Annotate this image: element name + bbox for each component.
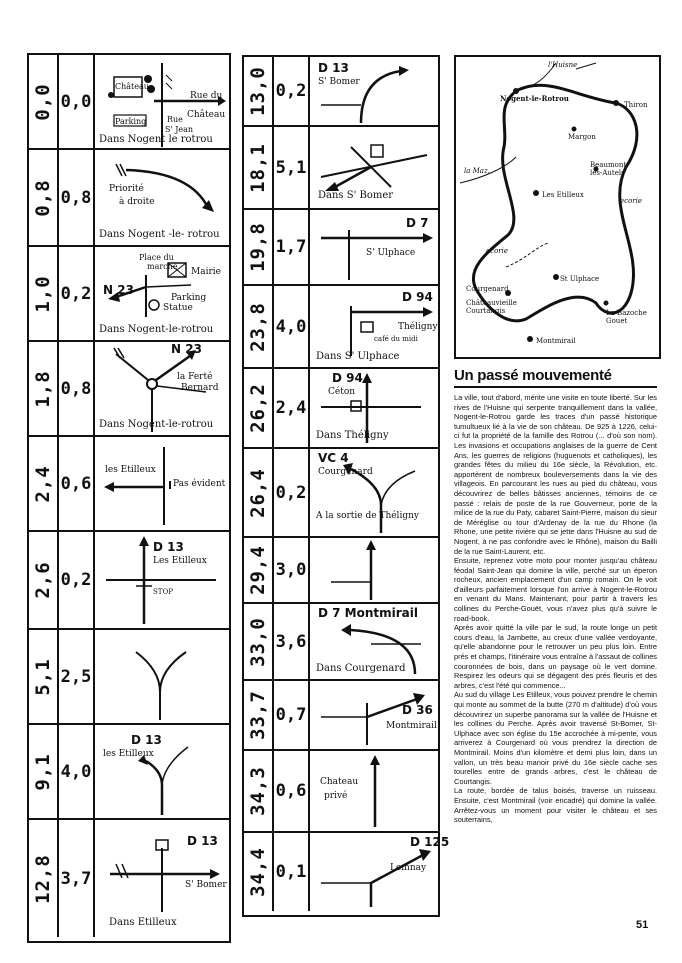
partial-distance: 4,0: [59, 725, 95, 818]
cumulative-distance: 26,4: [244, 449, 274, 536]
map-label: Beaumont-les-Autels: [590, 161, 629, 177]
direction-diagram: [310, 286, 438, 367]
fork-icon: [95, 630, 229, 723]
direction-label: Rue: [167, 115, 183, 124]
cumulative-distance: 0,0: [29, 55, 59, 148]
direction-diagram: [95, 55, 229, 148]
location-label: Dans Nogent-le-rotrou: [99, 419, 214, 430]
cumulative-distance: 2,6: [29, 532, 59, 628]
cumulative-distance: 12,8: [29, 820, 59, 937]
direction-label: Montmirail: [386, 721, 437, 731]
partial-distance: 5,1: [274, 127, 310, 208]
partial-distance: 0,0: [59, 55, 95, 148]
direction-label: les Etilleux: [103, 749, 154, 759]
direction-label: Bernard: [181, 383, 219, 393]
roadbook-step: [29, 342, 229, 437]
location-label: Dans S' Ulphace: [316, 351, 400, 362]
article-paragraph: La route, bordée de talus boisés, traverse un ruisseau. Ensuite, c'est Montmirail (voir encadré) qui domine la vallée. Arrêtez-vous un moment pour visiter le château et ses souterrains,: [454, 786, 657, 825]
map-label: St Ulphace: [560, 275, 600, 283]
partial-distance: 2,5: [59, 630, 95, 723]
direction-diagram: [95, 725, 229, 818]
partial-distance: 3,6: [274, 604, 310, 679]
roadbook-step: [244, 210, 438, 286]
instruction-label: Priorité: [109, 184, 144, 194]
road-number-label: D 125: [410, 835, 450, 849]
direction-diagram: [310, 369, 438, 447]
road-number-label: D 7 Montmirail: [318, 606, 418, 620]
map-label: la Maz.: [464, 167, 490, 175]
direction-diagram: [95, 342, 229, 435]
direction-diagram: [310, 833, 450, 911]
direction-label: Lemnay: [390, 863, 427, 873]
partial-distance: 0,8: [59, 342, 95, 435]
cumulative-distance: 18,1: [244, 127, 274, 208]
partial-distance: 3,7: [59, 820, 95, 937]
roadbook-step: [244, 604, 438, 681]
map-label: Margon: [568, 133, 596, 141]
partial-distance: 0,7: [274, 681, 310, 749]
article: [454, 367, 657, 825]
article-paragraph: La ville, tout d'abord, mérite une visite en toute liberté. Sur les rives de l'Huisne qui serpente tranquillement dans la vallée, Nogent-le-Rotrou garde les traces d'un passé historique tumultueux lié à la vie de son château. De 925 à 1226, celui-ci fut la propriété de la famille des Rotrou (... d'où son nom). Les invasions et occupations anglaises de la guerre de Cent Ans, les guerres de religions (huguenots et catholiques), les grandes fêtes du milieu du 16e siècle, la Révolution, etc. apportèrent de nombreux bouleversements dans la vie des villageois. En parcourant les rues au pied du château, vous découvrirez de belles bâtisses anciennes, témoins de ce passé : relais de poste de la rue Gouverneur, porte de la milice de la rue du Paty, cabaret Saint-Pierre, maison du sieur de Méréglise ou tour d'Ardenay de la rue du Rhone (la Rhone, une petite rivière qui se jette dans l'Huisne au sud de Nogent, à ne pas confondre avec le Rhône), maison du Bailli de la rue Saint-Laurent, etc.: [454, 393, 657, 556]
route-map: [454, 55, 661, 359]
direction-diagram: [95, 247, 229, 340]
cumulative-distance: 1,8: [29, 342, 59, 435]
article-paragraph: Au sud du village Les Etilleux, vous pouvez prendre le chemin qui monte au sommet de la butte (270 m d'altitude) d'où vous découvrirez un superbe panorama sur la vallée de l'Huisne et les collines du Perche. Après avoir traversé St-Bomer, St-Ulphace avec son église du 15e accrochée à mi-pente, vous arriverez à Courgenard où vous prendrez la direction de Montmirail. Moins d'un kilomètre et demi plus loin, dans un vallon, un très beau manoir privé du 16e siècle cache ses tourelles entre de grands arbres, c'est le château de Courtangis.: [454, 690, 657, 786]
cumulative-distance: 26,2: [244, 369, 274, 447]
partial-distance: 0,2: [59, 247, 95, 340]
article-title: Un passé mouvementé: [454, 367, 657, 388]
landmark-label: marché: [147, 262, 178, 271]
map-label: Thiron: [624, 101, 648, 109]
direction-diagram: [310, 449, 438, 536]
direction-diagram: [95, 820, 229, 937]
landmark-label: Place du: [139, 253, 174, 262]
landmark-label: Mairie: [191, 267, 221, 277]
landmark-label: Parking: [171, 293, 207, 303]
road-number-label: D 13: [187, 834, 218, 848]
roadbook-step: [29, 725, 229, 820]
road-number-label: D 94: [402, 290, 433, 304]
direction-diagram: [310, 751, 438, 831]
map-label: Nogent-le-Rotrou: [500, 94, 569, 103]
direction-label: Rue du: [190, 91, 223, 101]
cumulative-distance: 0,8: [29, 150, 59, 245]
partial-distance: 0,2: [274, 449, 310, 536]
article-paragraph: Après avoir quitté la ville par le sud, la route longe un petit cours d'eau, la Jambette, au creux d'une vallée verdoyante, qu'elle abandonne pour le retrouver un peu plus loin. Entre prés et champs, l'itinéraire vous entraîne à l'assaut de collines couronnées de bois, dans un paysage où le vert domine. Respirez les odeurs qui se dégagent des prés fleuris et des arbres, c'est l'été qui commence...: [454, 623, 657, 690]
direction-label: S' Bomer: [318, 77, 360, 87]
partial-distance: 4,0: [274, 286, 310, 367]
landmark-label: café du midi: [374, 335, 418, 343]
road-number-label: N 23: [171, 342, 202, 356]
partial-distance: 2,4: [274, 369, 310, 447]
cumulative-distance: 34,3: [244, 751, 274, 831]
direction-diagram: [95, 437, 229, 530]
page-number: 51: [636, 919, 649, 931]
map-label: Montmirail: [536, 337, 576, 345]
roadbook-step: [244, 833, 450, 911]
partial-distance: 1,7: [274, 210, 310, 284]
cumulative-distance: 1,0: [29, 247, 59, 340]
cumulative-distance: 23,8: [244, 286, 274, 367]
partial-distance: 0,2: [59, 532, 95, 628]
direction-label: Courgenard: [318, 467, 373, 477]
partial-distance: 3,0: [274, 538, 310, 602]
cumulative-distance: 34,4: [244, 833, 274, 911]
map-label: Courgenard: [466, 285, 509, 293]
direction-label: S' Jean: [165, 125, 194, 134]
road-number-label: D 7: [406, 216, 429, 230]
landmark-label: Chateau: [320, 777, 359, 787]
location-label: A la sortie de Théligny: [316, 511, 419, 521]
direction-diagram: [310, 604, 438, 679]
road-number-label: D 13: [131, 733, 162, 747]
roadbook-step: [244, 57, 438, 127]
cumulative-distance: 2,4: [29, 437, 59, 530]
cumulative-distance: 19,8: [244, 210, 274, 284]
map-label: l'Huisne: [548, 61, 578, 69]
map-label: Châteauvieille Courtangis: [466, 299, 517, 315]
article-body: [454, 393, 657, 825]
cumulative-distance: 5,1: [29, 630, 59, 723]
landmark-label: Château: [115, 82, 149, 91]
road-number-label: D 94: [332, 371, 363, 385]
fork-left-arrow-icon: [95, 725, 229, 818]
cumulative-distance: 33,7: [244, 681, 274, 749]
cumulative-distance: 33,0: [244, 604, 274, 679]
cumulative-distance: 29,4: [244, 538, 274, 602]
location-label: Dans Nogent-le-rotrou: [99, 324, 214, 335]
road-number-label: VC 4: [318, 451, 349, 465]
roadbook-column-1: [27, 53, 231, 943]
direction-diagram: [95, 150, 229, 245]
roadbook-step: [29, 630, 229, 725]
cumulative-distance: 13,0: [244, 57, 274, 125]
partial-distance: 0,2: [274, 57, 310, 125]
landmark-label: privé: [324, 791, 348, 801]
direction-diagram: [95, 630, 229, 723]
partial-distance: 0,6: [59, 437, 95, 530]
article-paragraph: Ensuite, reprenez votre moto pour monter jusqu'au château féodal Saint-Jean qui domine la ville, perché sur un éperon rocheux, ancien emplacement d'un camp romain. On le voit d'ailleurs parfaitement lorsque l'on arrive à Nogent-le-Rotrou en venant du Mans. Maintenant, pour partir à travers les collines du Perche-Gouët, vous n'avez plus qu'à suivre le road-book.: [454, 556, 657, 623]
partial-distance: 0,1: [274, 833, 310, 911]
roadbook-step: [244, 538, 438, 604]
location-label: Dans Etilleux: [109, 917, 177, 928]
roadbook-step: [244, 369, 438, 449]
warning-label: Pas évident: [173, 479, 226, 489]
cumulative-distance: 9,1: [29, 725, 59, 818]
road-number-label: D 13: [153, 540, 184, 554]
direction-label: S' Bomer: [185, 880, 227, 890]
straight-arrow-icon: [310, 538, 438, 602]
roadbook-column-2: [242, 55, 450, 917]
direction-label: S' Ulphace: [366, 248, 416, 258]
direction-diagram: [310, 681, 438, 749]
stop-label: STOP: [153, 588, 173, 596]
direction-diagram: [310, 210, 438, 284]
landmark-label: Statue: [163, 303, 193, 313]
direction-label: Céton: [328, 387, 356, 397]
location-label: Dans Nogent -le- rotrou: [99, 229, 220, 240]
roadbook-step: [29, 55, 229, 150]
roadbook-step: [244, 681, 438, 751]
roadbook-step: [29, 820, 229, 937]
location-label: Dans Théligny: [316, 430, 389, 441]
roadbook-step: [29, 150, 229, 247]
roadbook-step: [29, 247, 229, 342]
roadbook-step: [29, 532, 229, 630]
map-label: ecorie: [620, 197, 643, 205]
partial-distance: 0,8: [59, 150, 95, 245]
location-label: Dans Courgenard: [316, 663, 406, 674]
location-label: Dans Nogent le rotrou: [99, 134, 213, 145]
direction-diagram: [95, 532, 229, 628]
roadbook-step: [244, 127, 438, 210]
map-label: ecorie: [486, 247, 509, 255]
direction-label: la Ferté: [177, 372, 213, 382]
map-label: La Bazoche Gouet: [606, 309, 647, 325]
road-number-label: D 36: [402, 703, 433, 717]
roadbook-step: [29, 437, 229, 532]
direction-diagram: [310, 127, 438, 208]
direction-label: les Etilleux: [105, 465, 156, 475]
direction-diagram: [310, 57, 438, 125]
roadbook-step: [244, 751, 438, 833]
partial-distance: 0,6: [274, 751, 310, 831]
road-number-label: N 23: [103, 283, 134, 297]
instruction-label: à droite: [119, 197, 155, 207]
location-label: Dans S' Bomer: [318, 190, 394, 201]
roadbook-step: [244, 286, 438, 369]
map-label: Les Etilleux: [542, 191, 584, 199]
direction-label: Théligny: [398, 322, 438, 332]
roadbook-step: [244, 449, 438, 538]
landmark-label: Parking: [115, 117, 147, 126]
direction-label: Château: [187, 110, 226, 120]
direction-label: Les Etilleux: [153, 556, 207, 566]
direction-diagram: [310, 538, 438, 602]
road-number-label: D 13: [318, 61, 349, 75]
